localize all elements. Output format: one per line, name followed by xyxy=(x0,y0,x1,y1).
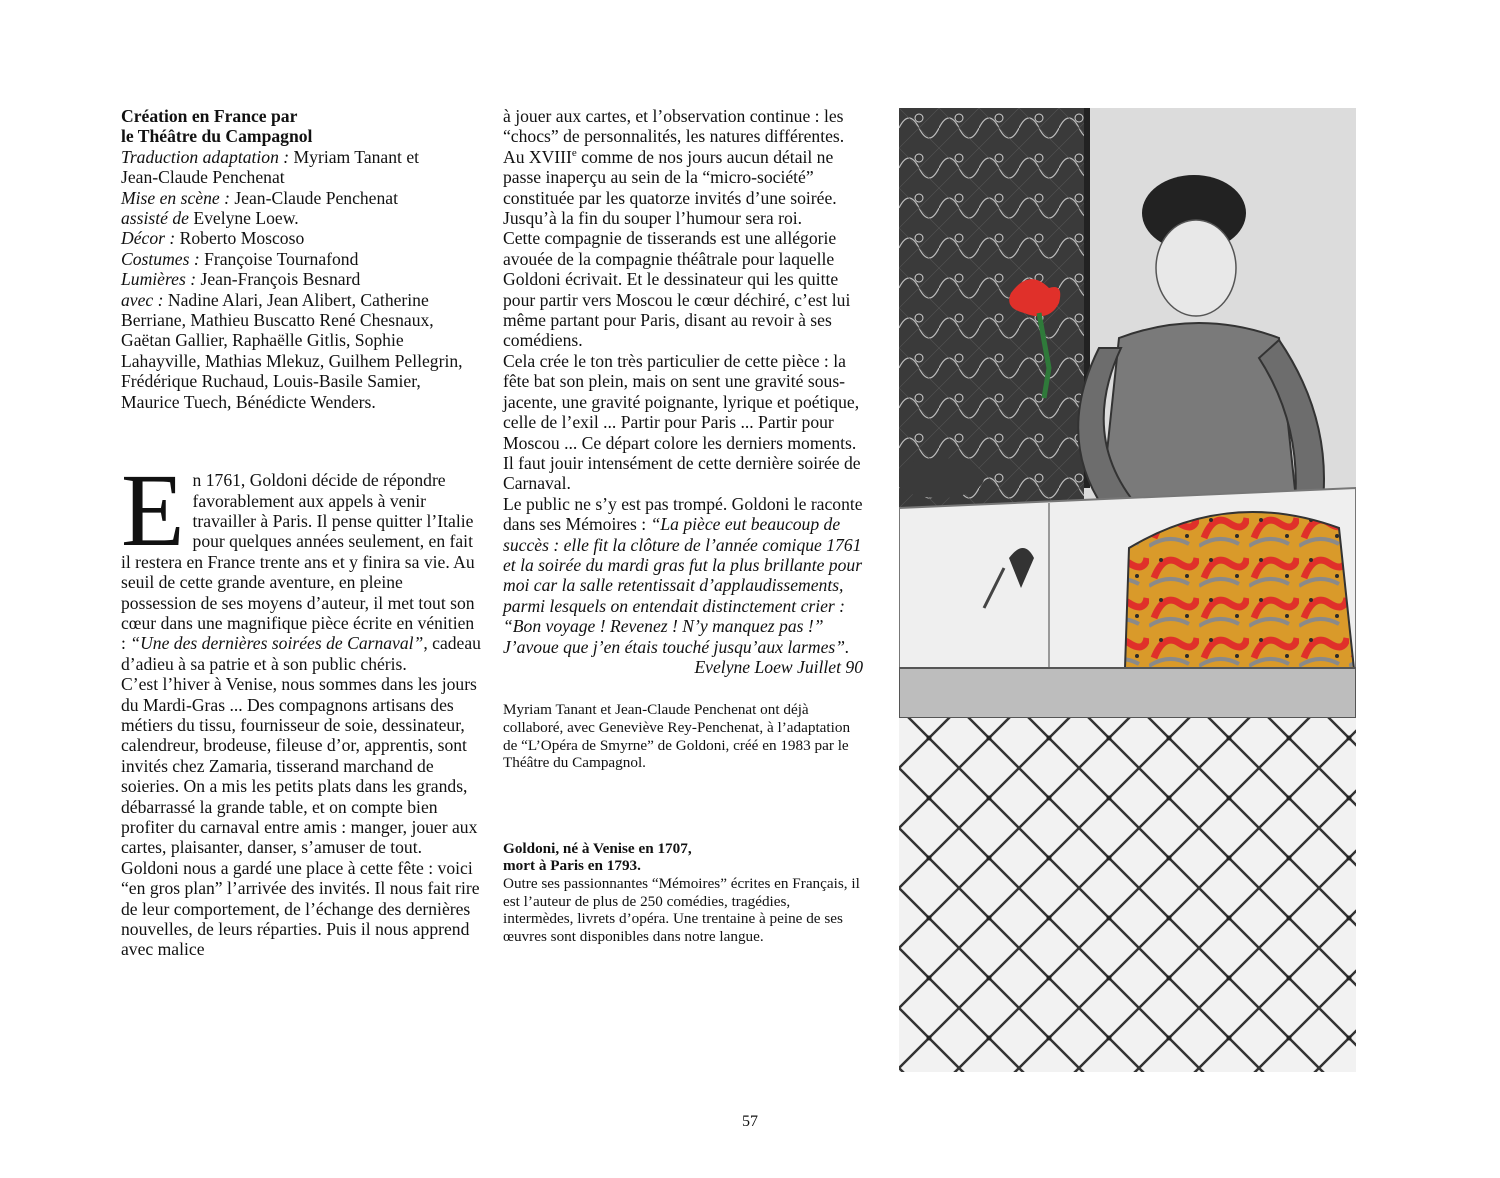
note-goldoni-body: Outre ses passionnantes “Mémoires” écrites en Français, il est l’auteur de plus de 250 comédies, tragédies, intermèdes, livrets d’opéra. Une trentaine à peine de ses œuvres sont disponibles dans notre langue. xyxy=(503,874,860,945)
drop-cap: E xyxy=(121,453,185,569)
text-run: à jouer aux cartes, et l’observation continue : les “chocs” de personnalités, les natures différentes. Au XVIII xyxy=(503,106,845,167)
credit-value: Jean-Claude Penchenat xyxy=(229,187,398,208)
credits-title-line1: Création en France par xyxy=(121,106,298,126)
credit-label: Mise en scène : xyxy=(121,187,230,208)
credit-value: Nadine Alari, Jean Alibert, Catherine Berriane, Mathieu Buscatto René Chesnaux, Gaëtan Gallier, Raphaëlle Gitlis, Sophie Lahayville, Mathias Mlekuz, Guilhem Pellegrin, Frédérique Ruchaud, Louis-Basile Samier, Maurice Tuech, Bénédicte Wenders. xyxy=(121,289,463,412)
credit-assistant xyxy=(121,208,481,228)
text-run: comme de nos jours aucun détail ne passe inaperçu au sein de la “micro-société” constituée par les quatorze invités d’une soirée. Jusqu’à la fin du souper l’humour sera roi. xyxy=(503,146,837,229)
text-run: , cadeau d’adieu à sa patrie et à son public chéris. xyxy=(121,633,481,674)
credit-label: Traduction adaptation : xyxy=(121,146,290,167)
credit-value: Evelyne Loew. xyxy=(188,208,299,229)
credit-label: assisté de xyxy=(121,208,189,229)
credit-label: Costumes : xyxy=(121,248,200,269)
text-run: n 1761, Goldoni décide de répondre favorablement aux appels à venir travailler à Paris. Il pense quitter l’Italie pour quelques années seulement, en fait il restera en France trente ans et y finira sa vie. Au seuil de cette grande aventure, en pleine possession de ses moyens d’auteur, il met tout son cœur dans une magnifique pièce écrite en vénitien : xyxy=(121,470,475,654)
credit-value: Jean-François Besnard xyxy=(196,269,361,290)
article-paragraph-6: Cela crée le ton très particulier de cette pièce : la fête bat son plein, mais on sent une gravité sous-jacente, une gravité poignante, lyrique et poétique, celle de l’exil ... Partir pour Paris ... Partir pour Moscou ... Ce départ colore les derniers moments. Il faut jouir intensément de cette dernière soirée de Carnaval. xyxy=(503,350,861,494)
credit-label: Décor : xyxy=(121,228,176,249)
credit-direction xyxy=(121,188,481,208)
note-goldoni-head1: Goldoni, né à Venise en 1707, xyxy=(503,839,692,857)
signature: Evelyne Loew Juillet 90 xyxy=(694,656,863,677)
face xyxy=(1156,220,1236,316)
play-title: “Une des dernières soirées de Carnaval” xyxy=(130,633,424,654)
text-run: Le public ne s’y est pas trompé. Goldoni le raconte dans ses Mémoires : xyxy=(503,493,863,535)
article-paragraph-7 xyxy=(503,494,863,657)
left-column xyxy=(121,106,481,960)
weaver-illustration xyxy=(899,108,1356,1072)
table-front xyxy=(899,668,1356,718)
quote: “La pièce eut beaucoup de succès : elle fit la clôture de l’année comique 1761 et la soirée du mardi gras fut la plus brillante pour moi car la salle retentissait d’applaudissements, parmi lesquels on entendait distinctement crier : “Bon voyage ! Revenez ! N’y manquez pas !” J’avoue que j’en étais touché jusqu’aux larmes”. xyxy=(503,514,863,657)
page-number: 57 xyxy=(742,1113,758,1130)
credit-costumes xyxy=(121,249,481,269)
credit-label: avec : xyxy=(121,289,164,310)
credits-title-line2: le Théâtre du Campagnol xyxy=(121,126,313,147)
credit-lighting xyxy=(121,269,481,289)
tapestry-panel xyxy=(899,108,1084,508)
credit-value: Françoise Tournafond xyxy=(199,248,359,269)
article-paragraph-4 xyxy=(503,106,863,228)
lattice-base xyxy=(899,718,1356,1072)
credit-set xyxy=(121,228,481,248)
credit-translation-cont: Jean-Claude Penchenat xyxy=(121,167,285,188)
article-paragraph-3: Goldoni nous a gardé une place à cette fête : voici “en gros plan” l’arrivée des invités. Il nous fait rire de leur comportement, de l’échange des dernières nouvelles, de leurs réparties. Puis il nous apprend avec malice xyxy=(121,857,480,960)
article-paragraph-1 xyxy=(121,453,481,674)
article-paragraph-5: Cette compagnie de tisserands est une allégorie avouée de la compagnie théâtrale pour laquelle Goldoni écrivait. Et le dessinateur qui les quitte pour partir vers Moscou le cœur déchiré, c’est lui même partant pour Paris, disant au revoir à ses comédiens. xyxy=(503,228,851,351)
credit-value: Myriam Tanant et xyxy=(289,146,420,167)
credit-label: Lumières : xyxy=(121,269,197,290)
credit-cast xyxy=(121,290,481,412)
note-goldoni-head2: mort à Paris en 1793. xyxy=(503,857,641,875)
credit-value: Roberto Moscoso xyxy=(175,228,305,249)
superscript: e xyxy=(571,146,577,159)
credit-translation xyxy=(121,147,481,167)
middle-column xyxy=(503,106,863,945)
article-paragraph-2: C’est l’hiver à Venise, nous sommes dans les jours du Mardi-Gras ... Des compagnons artisans des métiers du tissu, fournisseur de soie, dessinateur, calendreur, brodeuse, fileuse d’or, apprentis, sont invités chez Zamaria, tisserand marchand de soieries. On a mis les petits plats dans les grands, débarrassé la grande table, et on compte bien profiter du carnaval entre amis : manger, jouer aux cartes, plaisanter, danser, s’amuser de tout. xyxy=(121,674,478,858)
note-collaboration: Myriam Tanant et Jean-Claude Penchenat ont déjà collaboré, avec Geneviève Rey-Penchenat, à l’adaptation de “L’Opéra de Smyrne” de Goldoni, créé en 1983 par le Théâtre du Campagnol. xyxy=(503,701,851,772)
